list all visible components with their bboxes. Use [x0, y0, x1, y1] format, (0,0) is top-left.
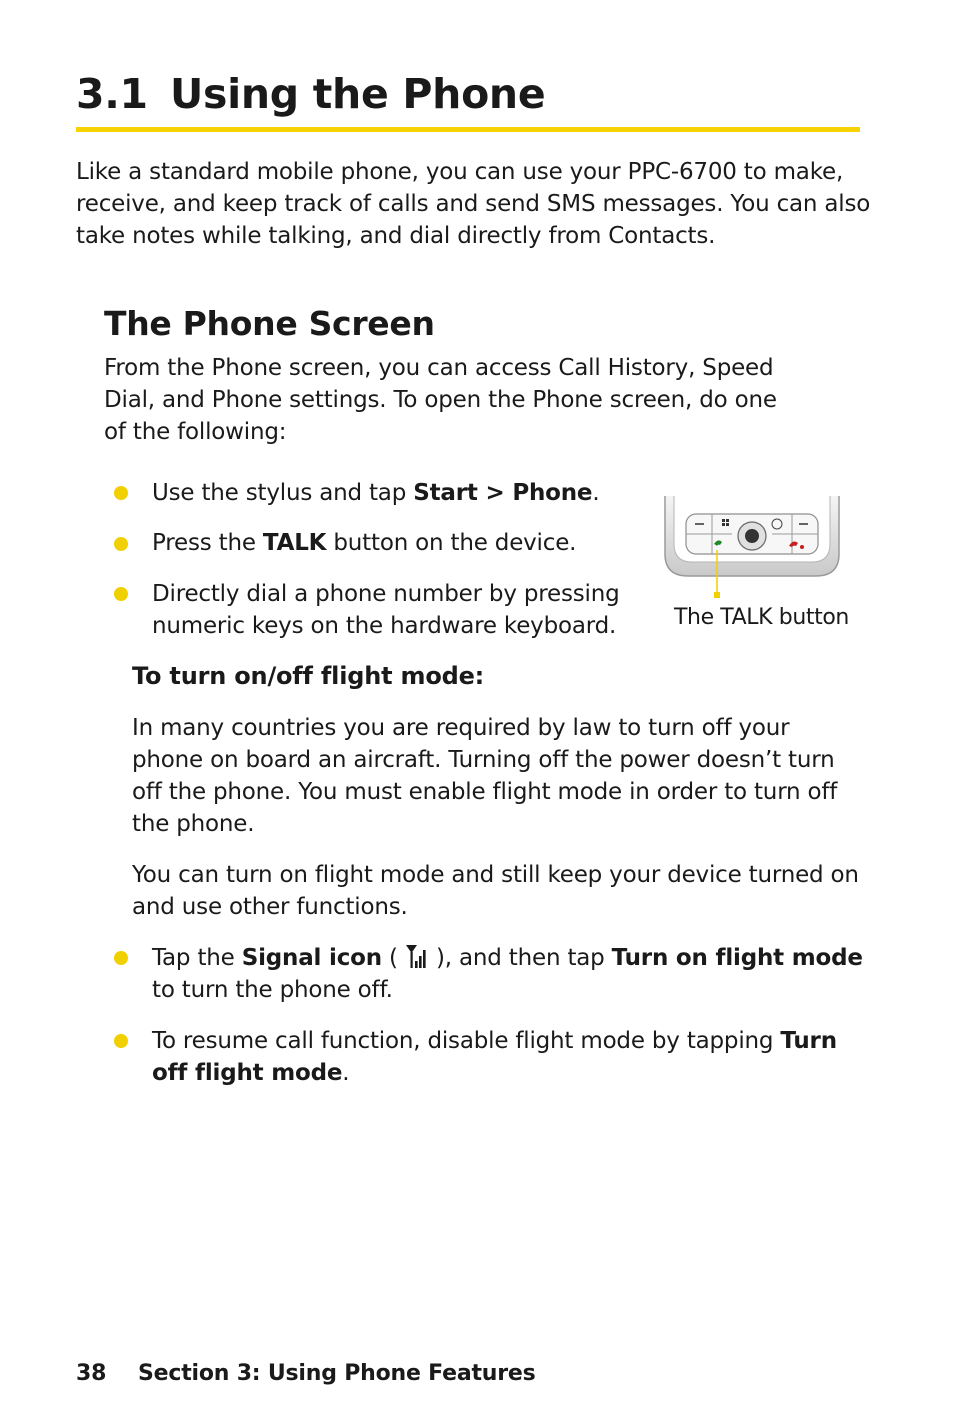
flight-mode-heading: To turn on/off flight mode:: [132, 662, 485, 690]
flight-mode-paragraph-1: In many countries you are required by law to turn off your phone on board an aircraft. Turning off the power doesn’t turn off the phone. You must enable flight mode in order to turn off the phone.: [132, 715, 838, 837]
intro-paragraph: Like a standard mobile phone, you can use your PPC-6700 to make, receive, and keep track of calls and send SMS messages. You can also take notes while talking, and dial directly from Contacts.: [76, 159, 871, 249]
title-rule: [76, 127, 860, 132]
section-number: 3.1: [76, 70, 148, 118]
bullet-text: .: [342, 1060, 350, 1086]
section-title: Using the Phone: [170, 70, 546, 118]
talk-button-illustration: [662, 494, 842, 604]
phone-screen-paragraph: From the Phone screen, you can access Call History, Speed Dial, and Phone settings. To open the Phone screen, do one of the following:: [104, 355, 777, 445]
bullet-bold: Turn off flight mode: [152, 1028, 837, 1086]
bullet-bold: Turn on flight mode: [611, 945, 863, 971]
bullet-text: To resume call function, disable flight mode by tapping: [152, 1028, 781, 1054]
phone-screen-heading: The Phone Screen: [104, 304, 435, 343]
bullet-turn-on-flight-mode: [152, 942, 867, 1006]
bullet-text: ), and then tap: [428, 945, 612, 971]
bullet-text: to turn the phone off.: [152, 977, 393, 1003]
image-caption: The TALK button: [674, 605, 849, 630]
bullet-text: .: [592, 480, 600, 506]
bullet-bold: Start > Phone: [413, 480, 593, 506]
bullet-dot: [114, 537, 128, 551]
bullet-talk-button: [152, 527, 632, 559]
bullet-dot: [114, 1034, 128, 1048]
bullet-turn-off-flight-mode: [152, 1025, 867, 1089]
bullet-text: Tap the: [152, 945, 242, 971]
bullet-bold: TALK: [262, 530, 327, 556]
page-footer: [76, 1358, 536, 1390]
page-title: [76, 68, 860, 120]
bullet-text: (: [381, 945, 405, 971]
bullet-bold: Signal icon: [241, 945, 382, 971]
signal-icon: [405, 943, 429, 969]
bullet-direct-dial: Directly dial a phone number by pressing numeric keys on the hardware keyboard.: [152, 581, 620, 639]
bullet-text: Use the stylus and tap: [152, 480, 414, 506]
bullet-dot: [114, 587, 128, 601]
bullet-text: button on the device.: [326, 530, 577, 556]
bullet-dot: [114, 951, 128, 965]
bullet-start-phone: [152, 477, 632, 509]
flight-mode-paragraph-2: You can turn on flight mode and still keep your device turned on and use other functions.: [132, 862, 859, 920]
bullet-text: Press the: [152, 530, 263, 556]
page-number: 38: [76, 1361, 107, 1386]
footer-section: Section 3: Using Phone Features: [138, 1361, 536, 1386]
bullet-dot: [114, 486, 128, 500]
